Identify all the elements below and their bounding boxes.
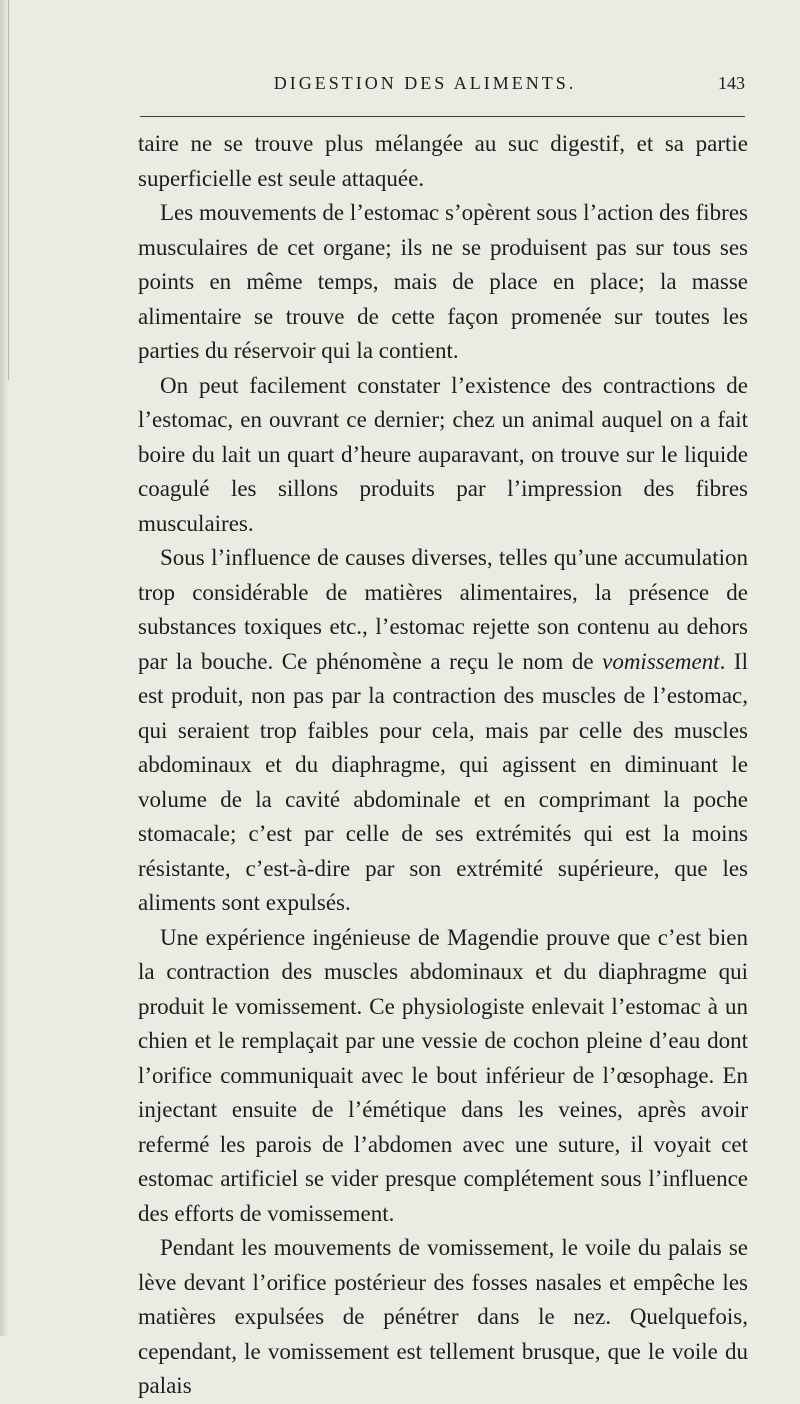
paragraph-palate: Pendant les mouvements de vomissement, le voile du palais se lève devant l’orifice postérieur des fosses nasales et empêche les matières expulsées de pénétrer dans le nez. Quelquefois, cependant, le vomissement est tellement brusque, que le voile du palais	[138, 1235, 748, 1398]
running-head	[140, 70, 745, 98]
body-text	[138, 127, 748, 1404]
page-number: 143	[718, 73, 745, 93]
paragraph-stomach-movements: Les mouvements de l’estomac s’opèrent sous l’action des fibres musculaires de cet organe; ils ne se produisent pas sur tous ses points en même temps, mais de place en place; la masse alimentaire se trouve de cette façon promenée sur toutes les parties du réservoir qui la contient.	[138, 200, 748, 363]
header-rule	[140, 116, 745, 117]
paragraph-vomiting-part1: Sous l’influence de causes diverses, telles qu’une accumulation trop considérable de matières alimentaires, la présence de substances toxiques etc., l’estomac rejette son contenu au dehors par la bouche. Ce phénomène a reçu le nom de	[138, 545, 748, 674]
term-vomissement: vomissement	[602, 648, 720, 674]
paragraph-magendie: Une expérience ingénieuse de Magendie prouve que c’est bien la contraction des muscles abdominaux et du diaphragme qui produit le vomissement. Ce physiologiste enlevait l’estomac à un chien et le remplaçait par une vessie de cochon pleine d’eau dont l’orifice communiquait avec le bout inférieur de l’œsophage. En injectant ensuite de l’émétique dans les veines, après avoir refermé les parois de l’abdomen avec une suture, il voyait cet estomac artificiel se vider presque complétement sous l’influence des efforts de vomissement.	[138, 924, 748, 1226]
paragraph-continuation: taire ne se trouve plus mélangée au suc digestif, et sa partie superficielle est seule attaquée.	[138, 131, 748, 191]
paragraph-vomiting	[138, 541, 748, 921]
running-title: DIGESTION DES ALIMENTS.	[273, 73, 577, 93]
paragraph-vomiting-part2: . Il est produit, non pas par la contraction des muscles de l’estomac, qui seraient trop faibles pour cela, mais par celle des muscles abdominaux et du diaphragme, qui agissent en diminuant le volume de la cavité abdominale et en comprimant la poche stomacale; c’est par celle de ses extrémités qui est la moins résistante, c’est-à-dire par son extrémité supérieure, que les aliments sont expulsés.	[138, 648, 748, 915]
page-crease	[8, 0, 9, 380]
paragraph-contractions: On peut facilement constater l’existence des contractions de l’estomac, en ouvrant ce dernier; chez un animal auquel on a fait boire du lait un quart d’heure auparavant, on trouve sur le liquide coagulé les sillons produits par l’impression des fibres musculaires.	[138, 372, 748, 536]
